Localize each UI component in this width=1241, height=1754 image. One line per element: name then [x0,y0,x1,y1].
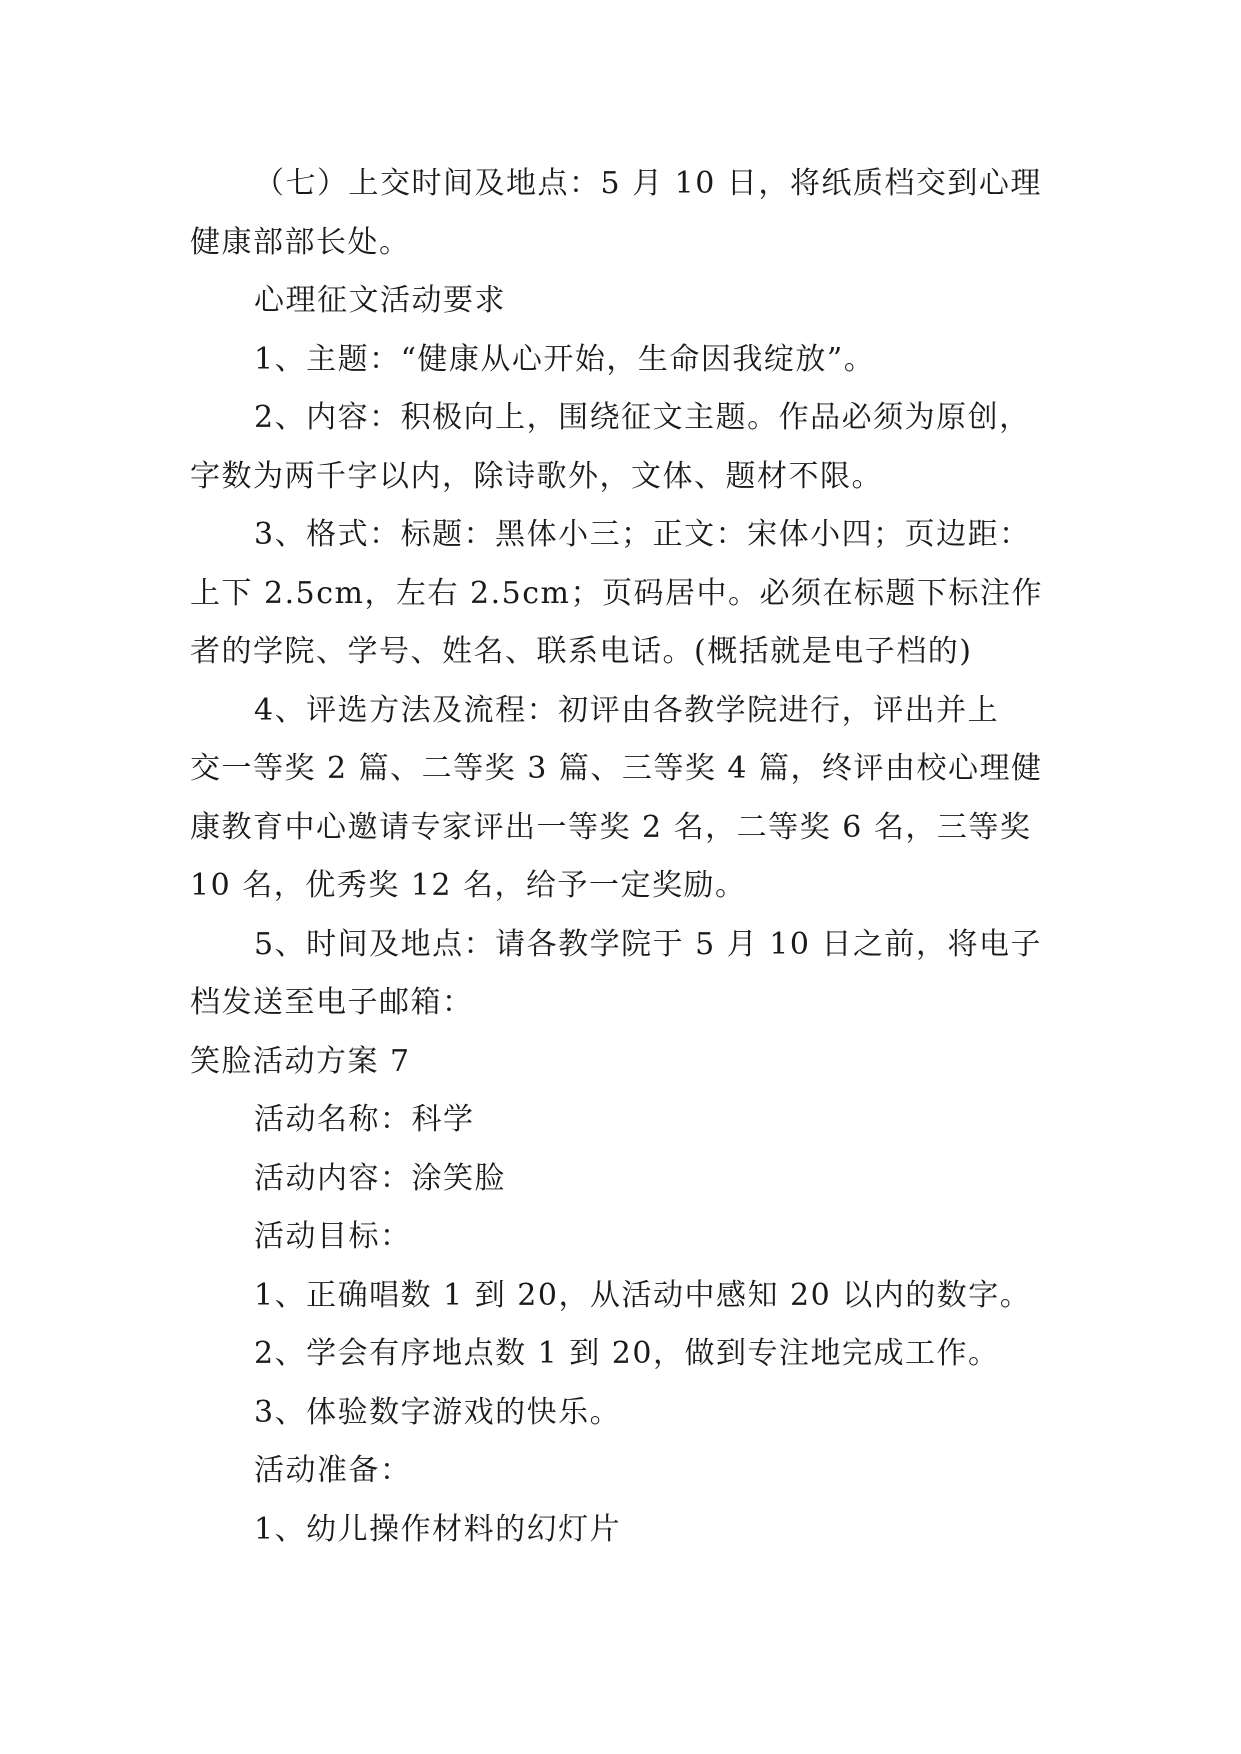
text-line: 1、幼儿操作材料的幻灯片 [254,1511,622,1547]
text-line: 活动准备： [254,1453,412,1488]
text-line: 2、学会有序地点数 1 到 20，做到专注地完成工作。 [254,1336,1000,1371]
text-line: 3、体验数字游戏的快乐。 [254,1394,622,1430]
text-line: 1、正确唱数 1 到 20，从活动中感知 20 以内的数字。 [254,1277,1032,1313]
text-line: （七）上交时间及地点：5 月 10 日，将纸质档交到心理 [254,166,1042,201]
text-line: 心理征文活动要求 [254,283,506,318]
text-line: 活动目标： [254,1219,412,1254]
text-line: 康教育中心邀请专家评出一等奖 2 名，二等奖 6 名，三等奖 [190,809,1032,845]
text-line: 5、时间及地点：请各教学院于 5 月 10 日之前，将电子 [254,926,1042,962]
text-line: 健康部部长处。 [190,224,411,260]
text-line: 字数为两千字以内，除诗歌外，文体、题材不限。 [190,458,883,494]
text-line: 10 名，优秀奖 12 名，给予一定奖励。 [190,868,747,903]
text-line: 档发送至电子邮箱： [190,985,474,1020]
text-line: 活动内容：涂笑脸 [254,1160,506,1196]
text-line: 3、格式：标题：黑体小三；正文：宋体小四；页边距： [254,517,1031,552]
text-line: 笑脸活动方案 7 [190,1043,411,1079]
text-line: 活动名称：科学 [254,1102,475,1137]
text-line: 上下 2.5cm，左右 2.5cm；页码居中。必须在标题下标注作 [190,575,1043,611]
text-line: 1、主题：“健康从心开始，生命因我绽放”。 [254,341,876,377]
text-line: 2、内容：积极向上，围绕征文主题。作品必须为原创， [254,400,1031,435]
text-line: 4、评选方法及流程：初评由各教学院进行，评出并上 [254,692,1000,728]
text-line: 者的学院、学号、姓名、联系电话。(概括就是电子档的) [190,634,973,669]
text-line: 交一等奖 2 篇、二等奖 3 篇、三等奖 4 篇，终评由校心理健 [190,751,1043,786]
document-body [190,155,1050,1559]
